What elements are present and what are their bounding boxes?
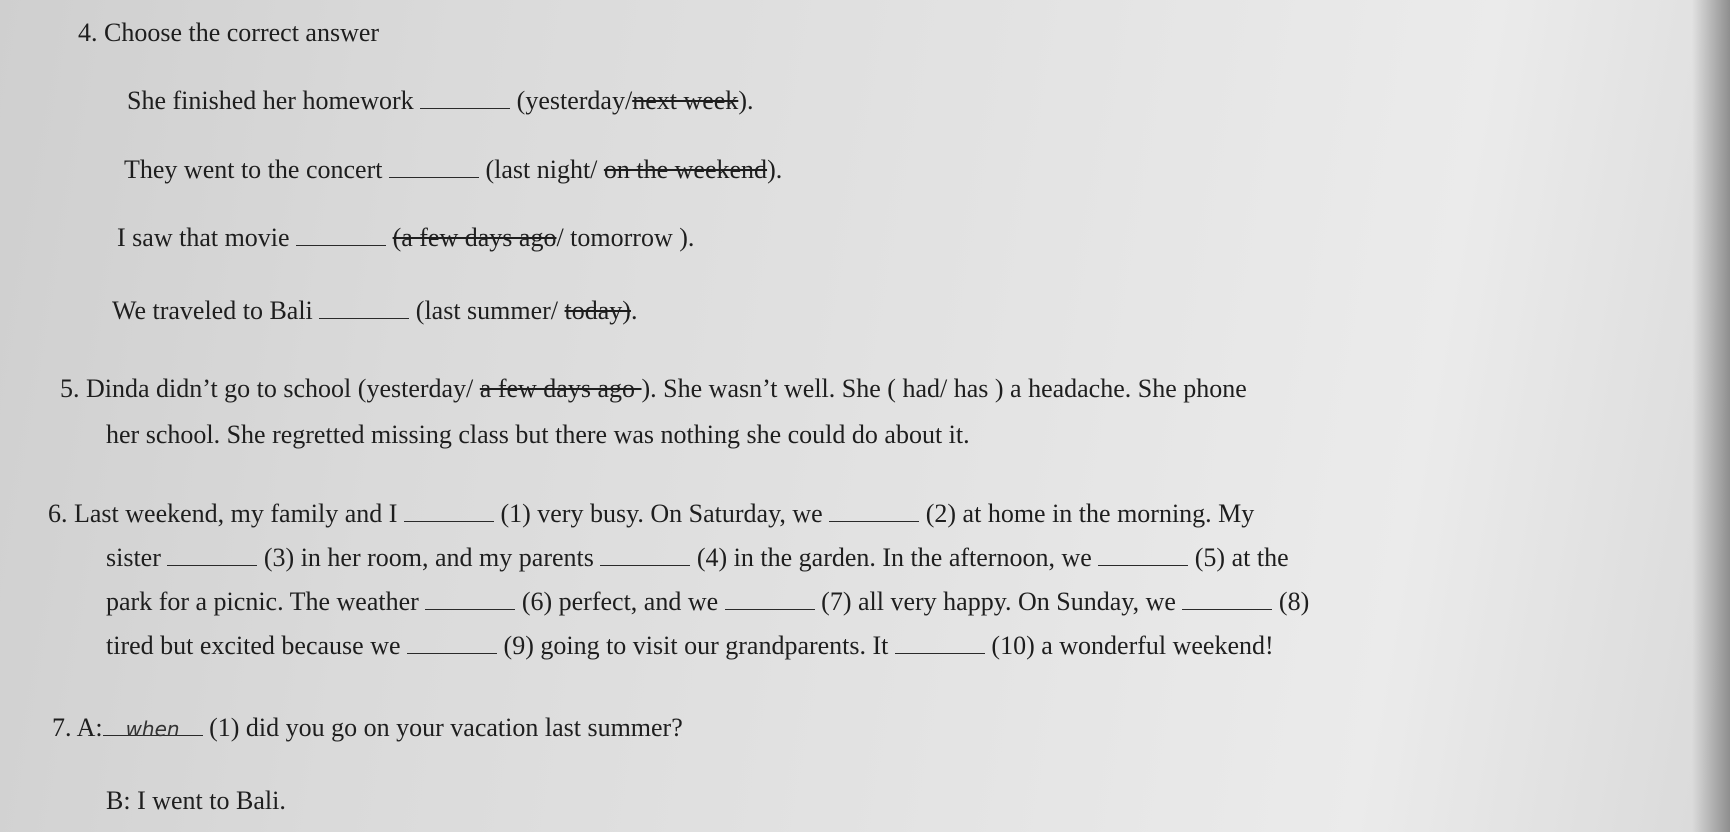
- q6-l3-mid2: (7) all very happy. On Sunday, we: [821, 587, 1176, 616]
- q4-s1-option-b-struck: next week: [632, 86, 739, 115]
- q4-s1-end: ).: [738, 86, 754, 115]
- q4-s2-option-b-struck: on the weekend: [603, 155, 768, 184]
- q4-title-text: 4. Choose the correct answer: [78, 18, 380, 47]
- q5-line-1: [60, 374, 1247, 404]
- q6-l3-end: (8): [1278, 587, 1310, 616]
- q6-blank-8[interactable]: [1182, 587, 1272, 610]
- q6-blank-9[interactable]: [407, 631, 497, 654]
- q4-s2-text: They went to the concert: [124, 155, 383, 184]
- q6-blank-6[interactable]: [425, 587, 515, 610]
- q7-b-text: B: I went to Bali.: [106, 786, 286, 815]
- q6-line-3: [106, 587, 1309, 617]
- q4-sentence-3: [117, 223, 694, 253]
- q4-s4-option-b-struck: today): [564, 296, 631, 325]
- q6-blank-5[interactable]: [1098, 543, 1188, 566]
- q4-s4-blank[interactable]: [319, 296, 409, 319]
- q6-l1-mid: (1) very busy. On Saturday, we: [500, 499, 823, 528]
- q4-s1-text: She finished her homework: [127, 86, 414, 115]
- q7-line-a: [52, 713, 683, 743]
- q6-l3-text: park for a picnic. The weather: [106, 587, 419, 616]
- q6-l1-text: 6. Last weekend, my family and I: [48, 499, 398, 528]
- q6-blank-10[interactable]: [895, 631, 985, 654]
- q7-blank-1[interactable]: [103, 713, 203, 741]
- q5-l2-text: her school. She regretted missing class but there was nothing she could do about it.: [106, 420, 970, 449]
- page-edge-shadow: [1692, 0, 1730, 832]
- q7-a-rest: (1) did you go on your vacation last summer?: [209, 713, 683, 742]
- q4-s3-blank[interactable]: [296, 223, 386, 246]
- q4-s1-option-a: (yesterday/: [516, 86, 633, 115]
- q6-blank-2[interactable]: [829, 499, 919, 522]
- q6-l4-end: (10) a wonderful weekend!: [991, 631, 1274, 660]
- q4-s3-option-a-struck: (a few days ago: [392, 223, 557, 252]
- q6-line-1: [48, 499, 1254, 529]
- q6-blank-1[interactable]: [404, 499, 494, 522]
- q6-l4-mid: (9) going to visit our grandparents. It: [503, 631, 889, 660]
- q4-s1-blank[interactable]: [420, 86, 510, 109]
- q6-l4-text: tired but excited because we: [106, 631, 401, 660]
- q6-l2-mid2: (4) in the garden. In the afternoon, we: [696, 543, 1092, 572]
- q4-s4-end: .: [630, 296, 638, 325]
- q7-line-b: [106, 786, 286, 816]
- q5-line-2: [106, 420, 970, 450]
- q4-sentence-2: [124, 155, 782, 185]
- q6-l2-end: (5) at the: [1194, 543, 1289, 572]
- q4-s3-option-b: / tomorrow ).: [556, 223, 695, 252]
- q4-s2-option-a: (last night/: [485, 155, 604, 184]
- q4-s4-option-a: (last summer/: [415, 296, 565, 325]
- q6-l1-end: (2) at home in the morning. My: [925, 499, 1255, 528]
- q6-blank-7[interactable]: [725, 587, 815, 610]
- q6-l2-text: sister: [106, 543, 161, 572]
- q4-sentence-1: [127, 86, 753, 116]
- q5-l1-rest: ). She wasn’t well. She ( had/ has ) a headache. She phone: [641, 374, 1247, 403]
- q4-title: [78, 18, 379, 48]
- q6-line-2: [106, 543, 1289, 573]
- q6-line-4: [106, 631, 1274, 661]
- q6-l2-mid1: (3) in her room, and my parents: [263, 543, 594, 572]
- q4-s2-blank[interactable]: [389, 155, 479, 178]
- q6-l3-mid1: (6) perfect, and we: [521, 587, 719, 616]
- q4-s3-text: I saw that movie: [117, 223, 290, 252]
- q7-handwritten-answer: when: [125, 717, 180, 741]
- q7-a-prefix: 7. A:: [52, 713, 103, 742]
- q6-blank-4[interactable]: [600, 543, 690, 566]
- q4-sentence-4: [112, 296, 637, 326]
- q6-blank-3[interactable]: [167, 543, 257, 566]
- q5-l1-text: 5. Dinda didn’t go to school (yesterday/: [60, 374, 480, 403]
- q5-option-struck: a few days ago: [479, 374, 642, 403]
- q4-s2-end: ).: [767, 155, 783, 184]
- q4-s4-text: We traveled to Bali: [112, 296, 313, 325]
